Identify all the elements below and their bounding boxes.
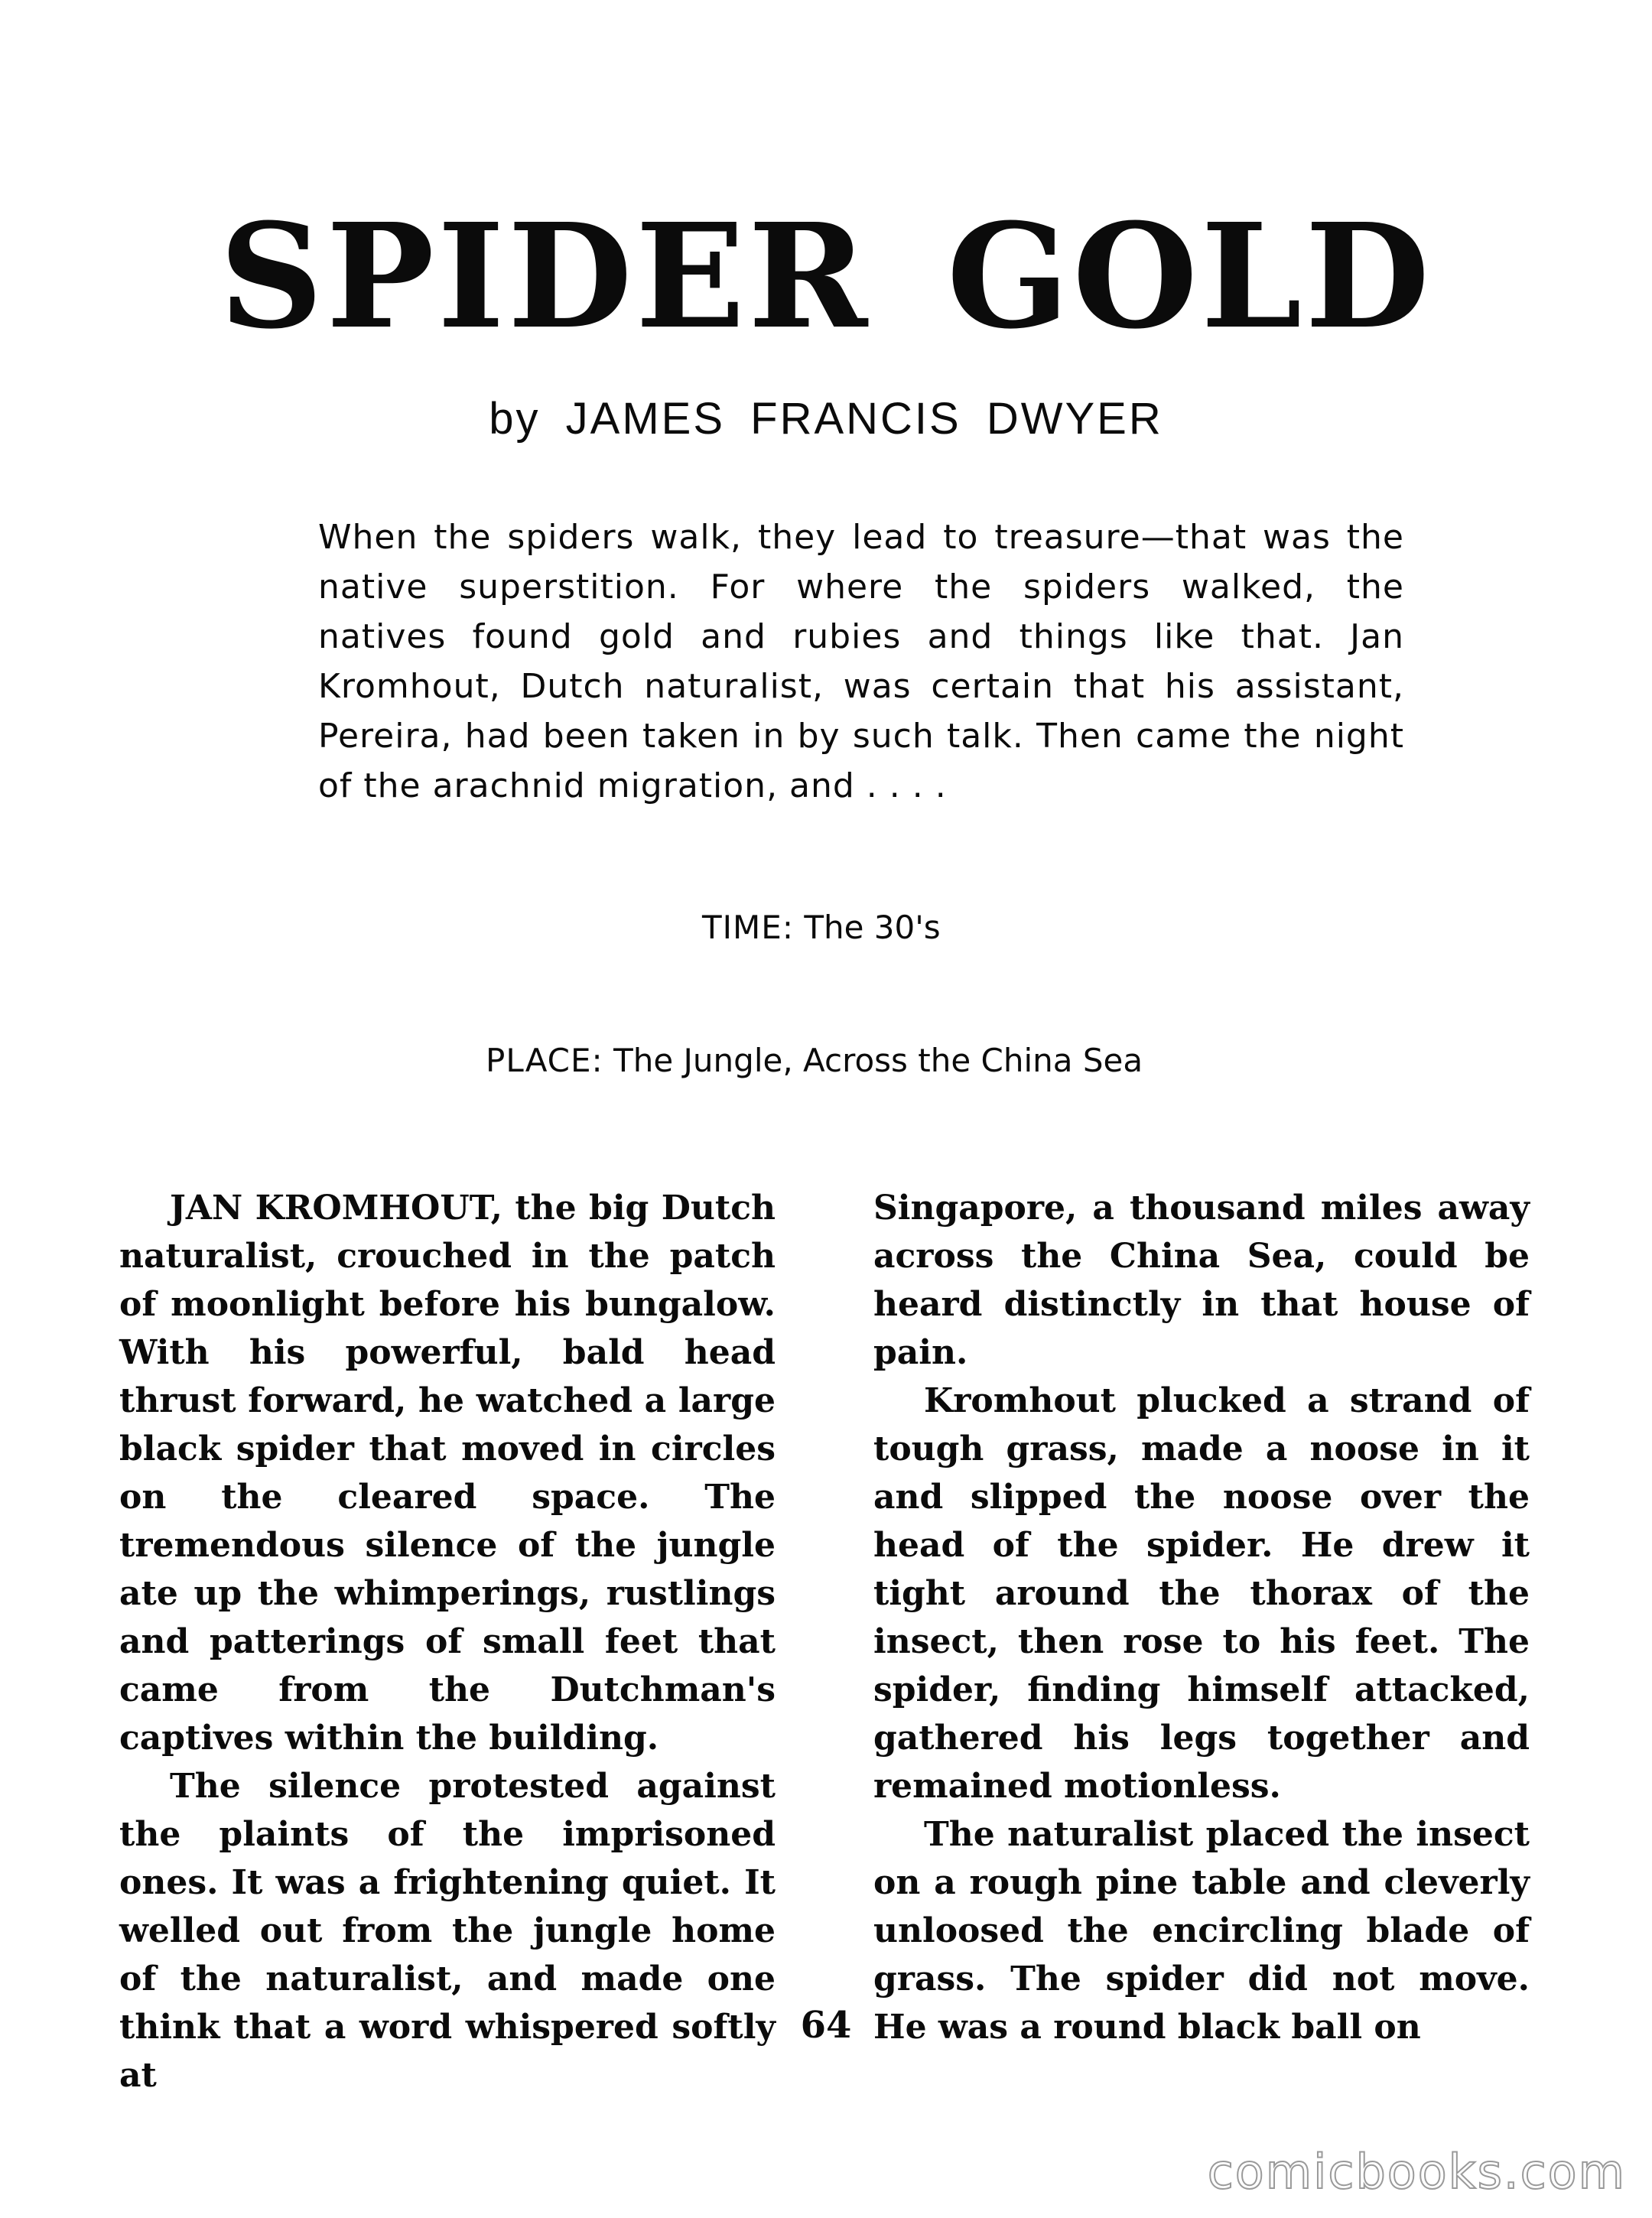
story-column-right bbox=[873, 1184, 1530, 2051]
time-label: TIME: bbox=[702, 909, 794, 946]
story-paragraph-continued: Singapore, a thousand miles away across the China Sea, could be heard distinctly in that house of pain. bbox=[873, 1189, 1530, 1372]
page-number: 64 bbox=[800, 2004, 852, 2047]
place-setting bbox=[486, 1038, 1143, 1084]
story-paragraph: The silence protested against the plaints of the imprisoned ones. It was a frightening quiet. It welled out from the jungle home of the naturalist, and made one think that a word whispered softly at bbox=[119, 1767, 776, 2095]
author-byline: by JAMES FRANCIS DWYER bbox=[489, 394, 1163, 444]
place-value: The Jungle, Across the China Sea bbox=[613, 1042, 1143, 1079]
site-watermark: comicbooks.com bbox=[1207, 2144, 1626, 2200]
story-blurb: When the spiders walk, they lead to treasure—that was the native superstition. For where the spiders walked, the natives found gold and rubies and things like that. Jan Kromhout, Dutch naturalist, was certain that his assistant, Pereira, had been taken in by such talk. Then came the night of the arachnid migration, and . . . . bbox=[318, 518, 1404, 805]
place-label: PLACE: bbox=[486, 1042, 603, 1079]
time-value: The 30's bbox=[804, 909, 941, 946]
story-paragraph: The naturalist placed the insect on a rough pine table and cleverly unloosed the encircling blade of grass. The spider did not move. He was a round black ball on bbox=[873, 1815, 1530, 2047]
story-title: SPIDER GOLD bbox=[219, 192, 1433, 361]
time-setting bbox=[702, 905, 941, 951]
story-column-left bbox=[119, 1184, 776, 2099]
story-paragraph: Kromhout plucked a strand of tough grass, made a noose in it and slipped the noose over the head of the spider. He drew it tight around the thorax of the insect, then rose to his feet. The spider, finding himself attacked, gathered his legs together and remained motionless. bbox=[873, 1381, 1530, 1806]
story-paragraph: JAN KROMHOUT, the big Dutch naturalist, crouched in the patch of moonlight before his bungalow. With his powerful, bald head thrust forward, he watched a large black spider that moved in circles on the cleared space. The tremendous silence of the jungle ate up the whimperings, rustlings and patterings of small feet that came from the Dutchman's captives within the building. bbox=[119, 1189, 776, 1758]
